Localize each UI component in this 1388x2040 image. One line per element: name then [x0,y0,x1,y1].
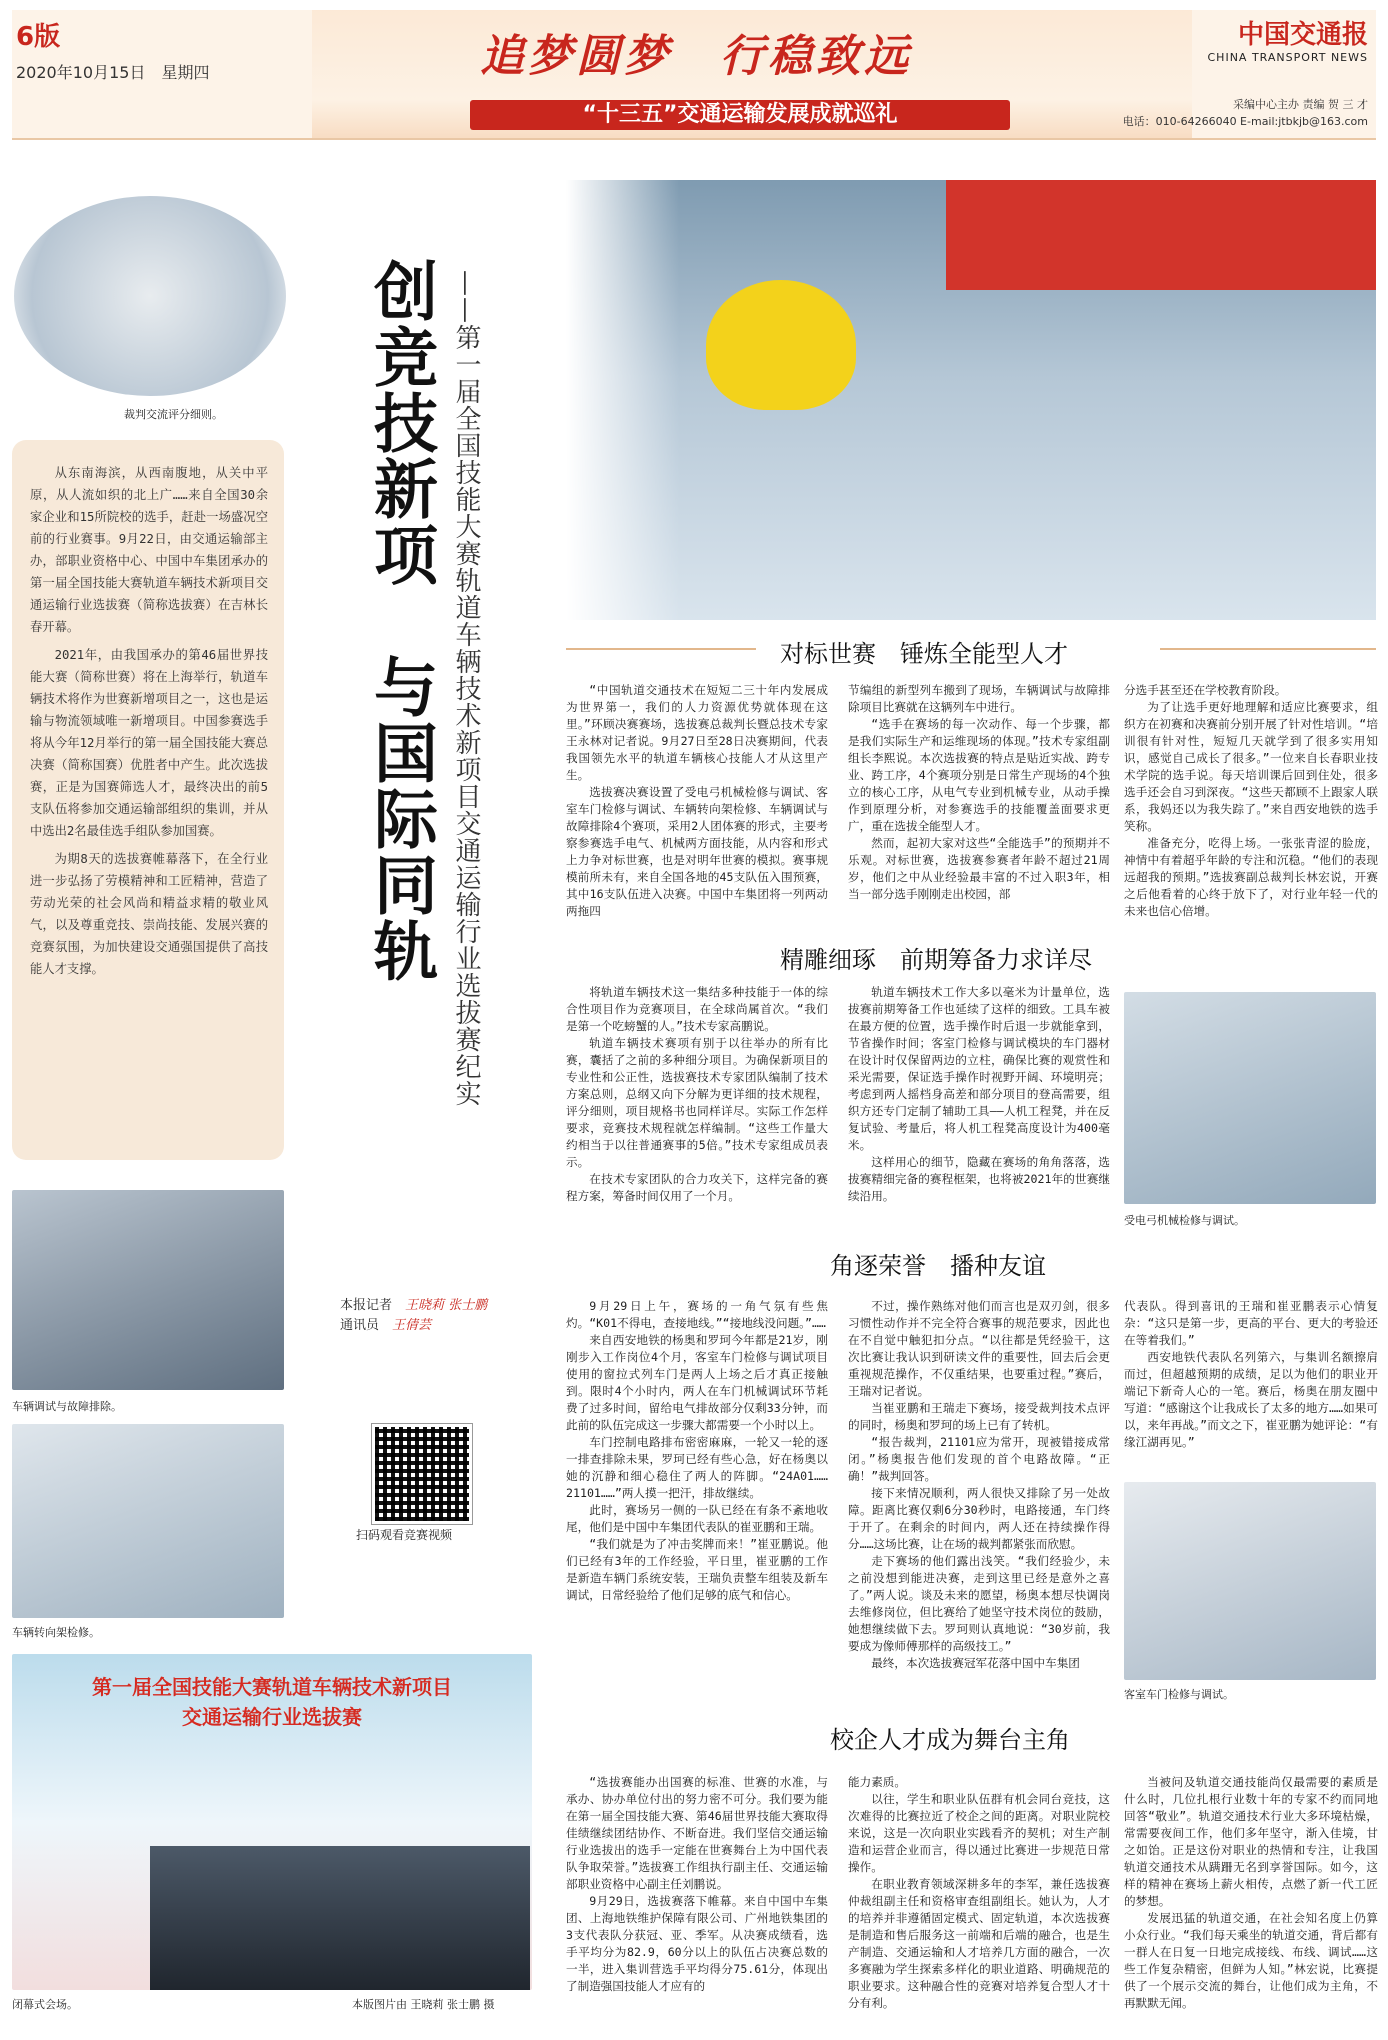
byline [340,1296,487,1336]
caption-closing-ceremony: 闭幕式会场。 [12,1998,78,2011]
intro-paragraph: 2021年，由我国承办的第46届世界技能大赛（简称世赛）将在上海举行，轨道车辆技术将作为世赛新增项目之一，这也是运输与物流领域唯一新增项目。中国参赛选手将从今年12月举行的第一届全国技能大赛总决赛（简称国赛）优胜者中产生。此次选拔赛，正是为国赛筛选人才，最终决出的前5支队伍将参加交通运输部组织的集训，并从中选出2名最佳选手组队参加国赛。 [30,648,268,838]
paragraph: 车门控制电路排布密密麻麻，一轮又一轮的逐一排查排除未果，罗珂已经有些心急，好在杨奥以她的沉静和细心稳住了两人的阵脚。“24A01……21101……”两人摸一把汗，排故继续。 [566,1435,828,1500]
caption-passenger-door: 客室车门检修与调试。 [1124,1688,1234,1701]
byline-reporters: 王晓莉 张士鹏 [405,1298,488,1313]
section3-column1 [566,1298,828,1604]
caption-bogie-inspection: 车辆转向架检修。 [12,1626,100,1639]
caption-judges: 裁判交流评分细则。 [124,408,223,421]
paragraph: 轨道车辆技术赛项有别于以往举办的所有比赛，囊括了之前的多种细分项目。为确保新项目的专业性和公正性，选拔赛技术专家团队编制了技术方案总则，总纲又向下分解为更详细的技术规程，评分细则，项目规格书也同样详尽。实际工作怎样要求，竞赛技术规程就怎样编制。“这些工作量大约相当于以往普通赛事的5倍。”技术专家组成员表示。 [566,1036,828,1169]
paragraph: 最终，本次选拔赛冠军花落中国中车集团 [871,1656,1080,1670]
paragraph: 接下来情况顺利，两人很快又排除了另一处故障。距离比赛仅剩6分30秒时，电路接通，车门终于开了。在剩余的时间内，两人还在持续操作得分……这场比赛，让在场的裁判都紧张而欣慰。 [848,1486,1110,1551]
photo-credit: 本版图片由 王晓莉 张士鹏 摄 [352,1998,495,2011]
photo-bogie-inspection [12,1424,284,1618]
paragraph: 节编组的新型列车搬到了现场，车辆调试与故障排除项目比赛就在这辆列车中进行。 [848,683,1110,714]
paragraph: 准备充分，吃得上场。一张张青涩的脸庞，神情中有着超乎年龄的专注和沉稳。“他们的表现远超我的预期。”选拔赛副总裁判长林宏说，开赛之后他看着的心终于放下了，对行业年轻一代的未来也信心倍增。 [1124,836,1378,918]
paragraph: 代表队。得到喜讯的王瑞和崔亚鹏表示心情复杂：“这只是第一步，更高的平台、更大的考验还在等着我们。” [1124,1299,1378,1347]
paragraph: “我们就是为了冲击奖牌而来！”崔亚鹏说。他们已经有3年的工作经验，平日里，崔亚鹏的工作是新造车辆门系统安装，王瑞负责整车组装及新车调试，日常经验给了他们足够的底气和信心。 [566,1537,828,1602]
paragraph: 分选手甚至还在学校教育阶段。 [1124,683,1287,697]
section-divider [1160,648,1376,650]
photo-pantograph [1124,992,1376,1204]
section4-column1 [566,1774,828,1995]
paragraph: 为了让选手更好地理解和适应比赛要求，组织方在初赛和决赛前分别开展了针对性培训。“培训很有针对性，短短几天就学到了很多实用知识，感觉自己成长了很多。”一位来自长春职业技术学院的选手说。每天培训课后回到住处，很多选手还会自习到深夜。“这些天都顾不上跟家人联系，我妈还以为我失踪了。”来自西安地铁的选手笑称。 [1124,700,1378,833]
photo-hero-technician [566,180,1376,620]
subheadline: ——第一届全国技能大赛轨道车辆技术新项目交通运输行业选拔赛纪实 [451,270,481,1107]
paragraph: 轨道车辆技术工作大多以毫米为计量单位，选拔赛前期筹备工作也延续了这样的细致。工具车被在最方便的位置，选手操作时后退一步就能拿到，节省操作时间；客室门检修与调试模块的车门器材在设计时仅保留两边的立柱，确保比赛的观赏性和采光需要，保证选手操作时视野开阔、环境明亮；考虑到两人摇档身高差和部分项目的登高需要，组织方还专门定制了辅助工具——人机工程凳，并在反复试验、考量后，将人机工程凳高度设计为400毫米。 [848,985,1110,1152]
paragraph: 选拔赛决赛设置了受电弓机械检修与调试、客室车门检修与调试、车辆转向架检修、车辆调试与故障排除4个赛项，采用2人团体赛的形式，主要考察参赛选手电气、机械两方面技能，从内容和形式上力争对标世赛，也是对明年世赛的模拟。赛事规模前所未有，来自全国各地的45支队伍入围预赛，其中16支队伍进入决赛。中国中车集团将一列两动两拖四 [566,785,828,918]
photo-vehicle-debugging [12,1190,284,1390]
headline: 创竞技新项 与国际同轨 [363,258,437,984]
section-heading-2: 精雕细琢 前期筹备力求详尽 [780,946,1092,974]
section-heading-4: 校企人才成为舞台主角 [830,1726,1070,1754]
section2-column2 [848,984,1110,1205]
photo-passenger-door [1124,1482,1376,1680]
paragraph: 9月29日，选拔赛落下帷幕。来自中国中车集团、上海地铁维护保障有限公司、广州地铁集团的3支代表队分获冠、亚、季军。从决赛成绩看，选手平均分为82.9，60分以上的队伍占决赛总数的一半，进入集训营选手平均得分75.61分，体现出了制造强国技能人才应有的 [566,1894,828,1993]
photo-audience [150,1846,530,1990]
paragraph: 此时，赛场另一侧的一队已经在有条不紊地收尾，他们是中国中车集团代表队的崔亚鹏和王瑞。 [566,1503,828,1534]
paragraph: 在职业教育领域深耕多年的李军，兼任选拔赛仲裁组副主任和资格审查组副组长。她认为，人才的培养并非遵循固定模式、固定轨道，本次选拔赛是制造和售后服务这一前端和后端的融合，也是生产制造、交通运输和人才培养几方面的融合，一次多赛融为学生探索多样化的职业道路、明确规范的职业要求。这种融合性的竞赛对培养复合型人才十分有利。 [848,1877,1110,2010]
paragraph: 将轨道车辆技术这一集结多种技能于一体的综合性项目作为竞赛项目，在全球尚属首次。“我们是第一个吃螃蟹的人。”技术专家高鹏说。 [566,985,828,1033]
section4-column3 [1124,1774,1378,2012]
masthead-title: 中国交通报 [1237,20,1368,50]
section-heading-3: 角逐荣誉 播种友谊 [830,1252,1046,1280]
contact-line: 电话：010-64266040 E-mail:jtbkjb@163.com [1122,115,1368,128]
caption-vehicle-debugging: 车辆调试与故障排除。 [12,1400,122,1413]
paragraph: 能力素质。 [848,1775,906,1789]
section3-column2 [848,1298,1110,1672]
paragraph: 9月29日上午，赛场的一角气氛有些焦灼。“K01不得电，查接地线。”“接地线没问题。”…… [566,1299,828,1330]
section1-column3 [1124,682,1378,920]
red-bogie-frame [946,180,1376,290]
photo-judges-discussion [14,196,286,396]
paragraph: 当被问及轨道交通技能尚仅最需要的素质是什么时，几位扎根行业数十年的专家不约而同地回答“敬业”。轨道交通技术行业大多环境枯燥，常需要夜间工作，他们多年坚守，渐入佳境，甘之如饴。正是这份对职业的热情和专注，让我国轨道交通技术从蹒跚无名到享誉国际。如今，这样的精神在赛场上薪火相传，点燃了新一代工匠的梦想。 [1124,1775,1378,1908]
byline-reporter-label: 本报记者 [340,1298,393,1313]
paragraph: 不过，操作熟练对他们而言也是双刃剑，很多习惯性动作并不完全符合赛事的规范要求，因此也在不自觉中触犯扣分点。“以往都是凭经验干，这次比赛让我认识到研读文件的重要性，回去后会更重视规范操作，不仅重结果，也要重过程。”赛后，王瑞对记者说。 [848,1299,1110,1398]
paragraph: “选手在赛场的每一次动作、每一个步骤，都是我们实际生产和运维现场的体现。”技术专家组副组长李熙说。本次选拔赛的特点是贴近实战、跨专业、跨工序，4个赛项分别是日常生产现场的4个独立的核心工序，从电气专业到机械专业，从动手操作到原理分析，对参赛选手的技能覆盖面要求更广，重在选拔全能型人才。 [848,717,1110,833]
qr-caption: 扫码观看竞赛视频 [356,1528,453,1542]
section4-column2 [848,1774,1110,2012]
section-heading-1: 对标世赛 锤炼全能型人才 [780,640,1068,668]
section3-column3 [1124,1298,1378,1451]
intro-paragraph: 从东南海滨，从西南腹地，从关中平原，从人流如织的北上广……来自全国30余家企业和15所院校的选手，赶赴一场盛况空前的行业赛事。9月22日，由交通运输部主办，部职业资格中心、中国中车集团承办的第一届全国技能大赛轨道车辆技术新项目交通运输行业选拔赛（简称选拔赛）在吉林长春开幕。 [30,466,268,634]
paragraph: “报告裁判，21101应为常开，现被错接成常闭。”杨奥报告他们发现的首个电路故障。“正确！”裁判回答。 [848,1435,1110,1483]
header-slogan: 追梦圆梦 行稳致远 [480,31,912,82]
poster-title [12,1672,532,1732]
paragraph: 西安地铁代表队名列第六，与集训名额擦肩而过，但超越预期的成绩，足以为他们的职业开端记下新奇人心的一笔。赛后，杨奥在朋友圈中写道：“感谢这个让我成长了太多的地方……如果可以，来年再战。”而文之下，崔亚鹏为她评论：“有缘江湖再见。” [1124,1350,1378,1449]
paragraph: 来自西安地铁的杨奥和罗珂今年都是21岁，刚刚步入工作岗位4个月，客室车门检修与调试项目使用的窗拉式列车门是两人上场之后才真正接触到。限时4个小时内，两人在车门机械调试环节耗费了过多时间，留给电气排故部分仅剩33分钟，而此前的队伍完成这一步骤大都需要一个小时以上。 [566,1333,828,1432]
paragraph: 这样用心的细节，隐藏在赛场的角角落落，选拔赛精细完备的赛程框架，也将被2021年的世赛继续沿用。 [848,1155,1110,1203]
poster-title-line1: 第一届全国技能大赛轨道车辆技术新项目 [92,1675,452,1699]
paragraph: 在技术专家团队的合力攻关下，这样完备的赛程方案，筹备时间仅用了一个月。 [566,1172,828,1203]
editor-line: 采编中心主办 责编 贺 三 才 [1233,98,1368,111]
byline-correspondent-label: 通讯员 [340,1318,380,1333]
paragraph: 然而，起初大家对这些“全能选手”的预期并不乐观。对标世赛，选拔赛参赛者年龄不超过21周岁，他们之中从业经验最丰富的不过入职3年，相当一部分选手刚刚走出校园，部 [848,836,1110,901]
series-banner: “十三五”交通运输发展成就巡礼 [470,100,1010,130]
paragraph: 当崔亚鹏和王瑞走下赛场，接受裁判技术点评的同时，杨奥和罗珂的场上已有了转机。 [848,1401,1110,1432]
yellow-helmet [706,280,856,410]
paragraph: 发展迅猛的轨道交通，在社会知名度上仍算小众行业。“我们每天乘坐的轨道交通，背后都有一群人在日复一日地完成接线、布线、调试……这些工作复杂精密，但鲜为人知。”林宏说，比赛提供了一个展示交流的舞台，让他们成为主角，不再默默无闻。 [1124,1911,1378,2010]
page-number: 6版 [16,22,61,52]
section2-column1 [566,984,828,1205]
paragraph: “选拔赛能办出国赛的标准、世赛的水准，与承办、协办单位付出的努力密不可分。我们要为能在第一届全国技能大赛、第46届世界技能大赛取得佳绩继续团结协作、不断奋进。我们坚信交通运输行业选拔出的选手一定能在世赛舞台上为中国代表队争取荣誉。”选拔赛工作组执行副主任、交通运输部职业资格中心副主任刘鹏说。 [566,1775,828,1891]
intro-text [30,462,268,986]
paragraph: 以往，学生和职业队伍群有机会同台竞技，这次难得的比赛拉近了校企之间的距离。对职业院校来说，这是一次向职业实践看齐的契机；对生产制造和运营企业而言，得以通过比赛进一步规范日常操作。 [848,1792,1110,1874]
masthead [1208,14,1369,64]
editor-info [1123,96,1368,130]
paragraph: “中国轨道交通技术在短短二三十年内发展成为世界第一，我们的人力资源优势就体现在这里。”环顾决赛赛场，选拔赛总裁判长暨总技术专家王永林对记者说。9月27日至28日决赛期间，代表我国领先水平的轨道车辆核心技能人才从这里产生。 [566,683,828,782]
byline-correspondent: 王倩芸 [392,1318,432,1333]
masthead-subtitle: CHINA TRANSPORT NEWS [1207,51,1368,64]
section1-column2 [848,682,1110,903]
qr-code-icon[interactable] [372,1424,472,1524]
poster-title-line2: 交通运输行业选拔赛 [182,1705,362,1729]
intro-paragraph: 为期8天的选拔赛帷幕落下，在全行业进一步弘扬了劳模精神和工匠精神，营造了劳动光荣的社会风尚和精益求精的敬业风气，以及尊重竞技、崇尚技能、发展兴赛的竞赛氛围，为加快建设交通强国提供了高技能人才支撑。 [30,852,268,976]
section1-column1 [566,682,828,920]
section-divider [566,648,756,650]
paragraph: 走下赛场的他们露出浅笑。“我们经验少，未之前没想到能进决赛，走到这里已经是意外之喜了。”两人说。谈及未来的愿望，杨奥本想尽快调岗去维修岗位，但比赛给了她坚守技术岗位的鼓励，她想继续做下去。罗珂则认真地说：“30岁前，我要成为像师傅那样的高级技工。” [848,1554,1110,1653]
issue-date: 2020年10月15日 星期四 [16,63,210,82]
caption-pantograph: 受电弓机械检修与调试。 [1124,1214,1245,1227]
